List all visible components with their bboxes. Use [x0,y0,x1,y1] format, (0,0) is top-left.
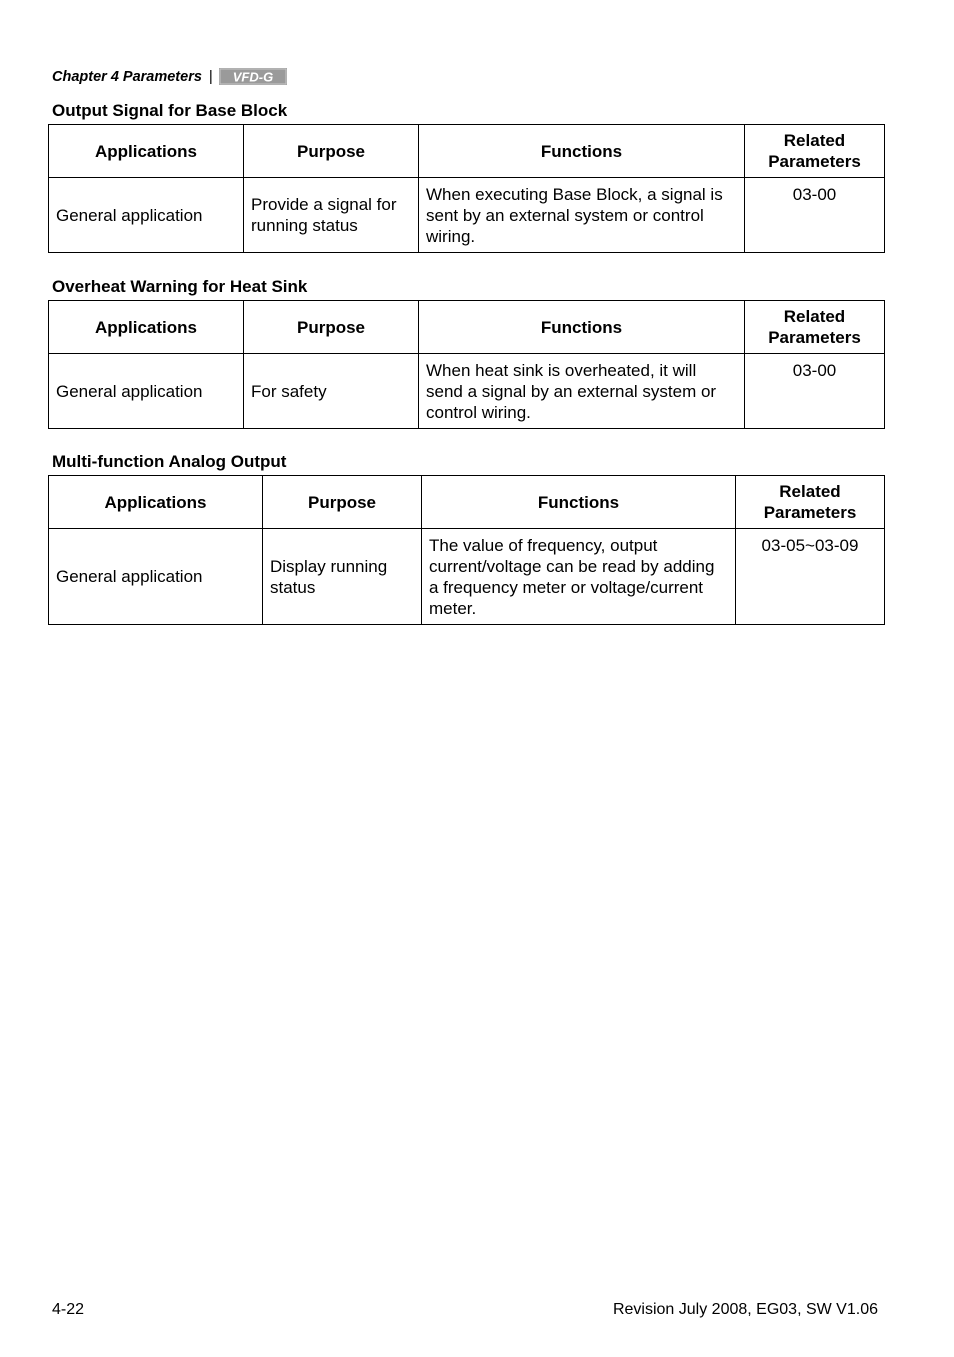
cell-purpose: Provide a signal for running status [244,178,419,253]
header-separator: | [208,68,213,85]
cell-application: General application [49,529,263,625]
cell-application: General application [49,178,244,253]
col-header-purpose: Purpose [244,301,419,354]
cell-functions: When heat sink is overheated, it will send a signal by an external system or control wiring. [419,354,745,429]
table-row [49,178,885,253]
table-header-row [49,476,885,529]
section-analog-output [48,452,885,625]
cell-functions: When executing Base Block, a signal is sent by an external system or control wiring. [419,178,745,253]
table-row [49,529,885,625]
section-title: Multi-function Analog Output [52,452,287,471]
section-overheat [48,277,885,429]
col-header-related: Related Parameters [745,301,885,354]
table-header-row [49,125,885,178]
col-header-applications: Applications [49,476,263,529]
table-header-row [49,301,885,354]
cell-related: 03-00 [745,354,885,429]
cell-purpose: For safety [244,354,419,429]
page-header [52,68,287,85]
col-header-related: Related Parameters [745,125,885,178]
col-header-related: Related Parameters [736,476,885,529]
analog-output-table [48,475,885,625]
cell-purpose: Display running status [263,529,422,625]
section-title: Output Signal for Base Block [52,101,288,120]
section-title: Overheat Warning for Heat Sink [52,277,308,296]
page-number: 4-22 [52,1301,85,1318]
base-block-table [48,124,885,253]
cell-related: 03-00 [745,178,885,253]
table-row [49,354,885,429]
col-header-purpose: Purpose [263,476,422,529]
col-header-applications: Applications [49,301,244,354]
section-base-block [48,101,885,253]
col-header-applications: Applications [49,125,244,178]
cell-application: General application [49,354,244,429]
col-header-functions: Functions [419,301,745,354]
col-header-functions: Functions [422,476,736,529]
cell-related: 03-05~03-09 [736,529,885,625]
cell-functions: The value of frequency, output current/voltage can be read by adding a frequency meter or voltage/current meter. [422,529,736,625]
revision-label: Revision July 2008, EG03, SW V1.06 [612,1301,878,1318]
chapter-label: Chapter 4 Parameters [52,68,202,85]
svg-text:VFD-G: VFD-G [232,69,274,85]
col-header-functions: Functions [419,125,745,178]
overheat-table [48,300,885,429]
col-header-purpose: Purpose [244,125,419,178]
vfd-g-logo [219,68,287,85]
